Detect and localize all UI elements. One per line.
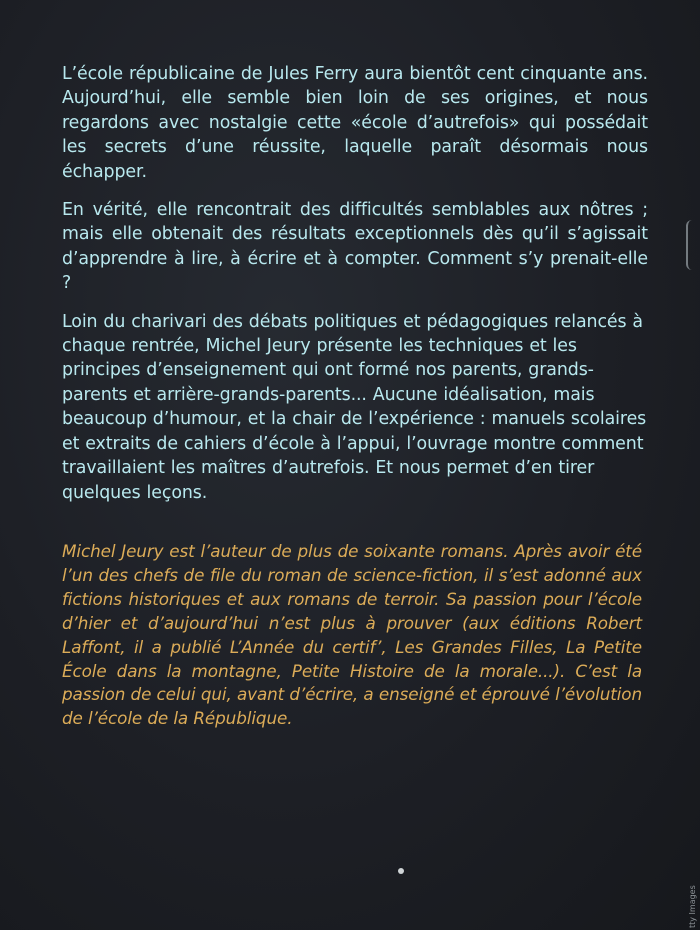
edge-fold-mark <box>686 220 698 270</box>
dust-speck <box>398 868 404 874</box>
blurb-paragraph-2: En vérité, elle rencontrait des difficultés semblables aux nôtres ; mais elle obtenait des résultats exceptionnels dès qu’il s’agissait d’apprendre à lire, à écrire et à compter. Comment s’y prenait-elle ? <box>62 200 648 294</box>
author-bio-paragraph: Michel Jeury est l’auteur de plus de soixante romans. Après avoir été l’un des chefs de file du roman de science-fiction, il s’est adonné aux fictions historiques et aux romans de terroir. Sa passion pour l’école d’hier et d’aujourd’hui n’est plus à prouver (aux éditions Robert Laffont, il a publié L’Année du certif’, Les Grandes Filles, La Petite École dans la montagne, Petite Histoire de la morale...). C’est la passion de celui qui, avant d’écrire, a enseigné et éprouvé l’évolution de l’école de la République. <box>62 541 642 729</box>
blurb-paragraph-3: Loin du charivari des débats politiques et pédagogiques relancés à chaque rentrée, Michel Jeury présente les techniques et les principes d’enseignement qui ont formé nos parents, grands-parents et arrière-grands-parents... Aucune idéalisation, mais beaucoup d’humour, et la chair de l’expérience : manuels scolaires et extraits de cahiers d’école à l’appui, l’ouvrage montre comment travaillaient les maîtres d’autrefois. Et nous permet d’en tirer quelques leçons. <box>62 311 647 503</box>
blurb-paragraph-1: L’école républicaine de Jules Ferry aura bientôt cent cinquante ans. Aujourd’hui, elle semble bien loin de ses origines, et nous regardons avec nostalgie cette «école d’autrefois» qui possédait les secrets d’une réussite, laquelle paraît désormais nous échapper. <box>62 64 648 182</box>
photo-credit: tty Images <box>688 885 697 928</box>
author-bio-section <box>62 540 642 731</box>
blurb-section <box>62 62 648 519</box>
